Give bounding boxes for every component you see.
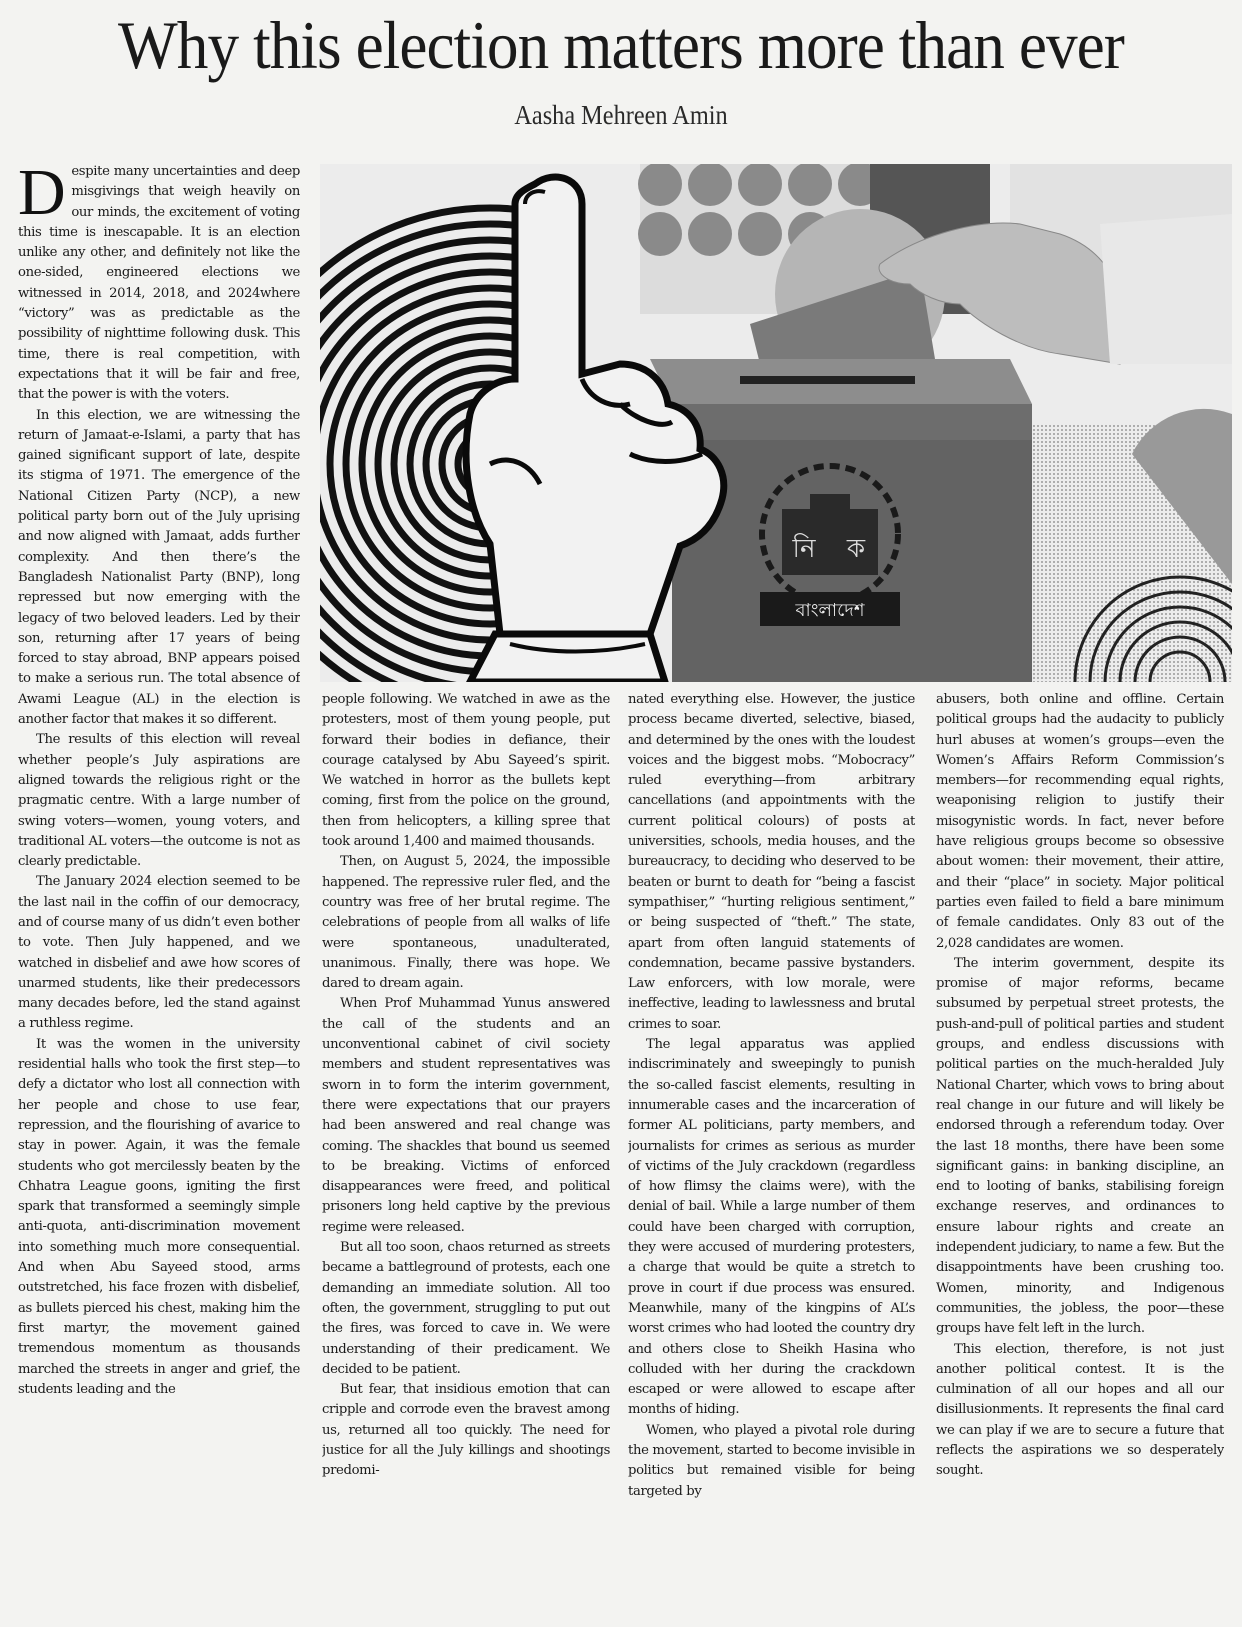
column-3 [628,690,915,1620]
paragraph: In this election, we are witnessing the return of Jamaat-e-Islami, a party that has gained significant support of late, despite its stigma of 1971. The emergence of the National Citizen Party (NCP), a new political party born out of the July uprising and now aligned with Jamaat, adds further complexity. And then there’s the Bangladesh Nationalist Party (BNP), long repressed but now emerging with the legacy of two beloved leaders. Led by their son, returning after 17 years of being forced to stay abroad, BNP appears poised to make a serious run. The total absence of Awami League (AL) in the election is another factor that makes it so different. [18,407,300,728]
emblem-left-glyph: নি [792,534,816,564]
headline: Why this election matters more than ever [118,7,1124,83]
paragraph: This election, therefore, is not just another political contest. It is the culmination of all our hopes and all our disillusionments. It represents the final card we can play if we are to secure a future that reflects the aspirations we so desperately sought. [936,1341,1224,1479]
paragraph: Women, who played a pivotal role during the movement, started to become invisible in politics but remained visible for being targeted by [628,1422,915,1499]
paragraph: But fear, that insidious emotion that can cripple and corrode even the bravest among us, returned all too quickly. The need for justice for all the July killings and shootings predomi- [322,1382,610,1479]
column-1 [18,162,300,1622]
paragraph: Then, on August 5, 2024, the impossible happened. The repressive ruler fled, and the country was free of her brutal regime. The celebrations of people from all walks of life were spontaneous, unadulterated, unanimous. Finally, there was hope. We dared to dream again. [322,854,610,992]
column-2 [322,690,610,1620]
column-4 [936,690,1224,1620]
paragraph: The legal apparatus was applied indiscriminately and sweepingly to punish the so-called fascist elements, resulting in innumerable cases and the incarceration of former AL politicians, party members, and journalists for crimes as serious as murder of victims of the July crackdown (regardless of how flimsy the claims were), with the denial of bail. While a large number of them could have been charged with corruption, they were accused of murdering protesters, a charge that would be quite a stretch to prove in court if due process was ensured. Meanwhile, many of the kingpins of AL’s worst crimes who had looted the country dry and others close to Sheikh Hasina who colluded with her during the crackdown escaped or were allowed to escape after months of hiding. [628,1037,915,1418]
paragraph: But all too soon, chaos returned as streets became a battleground of protests, each one demanding an immediate solution. All too often, the government, struggling to put out the fires, was forced to cave in. We were understanding of their predicament. We decided to be patient. [322,1240,610,1377]
emblem-right-glyph: ক [846,534,866,564]
drop-cap: D [18,162,66,229]
paragraph: Despite many uncertainties and deep misgivings that weigh heavily on our minds, the excitement of voting this time is inescapable. It is an election unlike any other, and definitely not like the one-sided, engineered elections we witnessed in 2014, 2018, and 2024where “victory” was as predictable as the possibility of nighttime following dusk. This time, there is real competition, with expectations that it will be fair and free, that the power is with the voters. [18,162,300,403]
paragraph: nated everything else. However, the justice process became diverted, selective, biased, and determined by the ones with the loudest voices and the biggest mobs. “Mobocracy” ruled everything—from arbitrary cancellations (and appointments with the current political colours) of posts at universities, schools, media houses, and the bureaucracy, to deciding who deserved to be beaten or burnt to death for “being a fascist sympathiser,” “hurting religious sentiment,” or being suspected of “theft.” The state, apart from often languid statements of condemnation, became passive bystanders. Law enforcers, with low morale, were ineffective, leading to lawlessness and brutal crimes to soar. [628,692,915,1032]
paragraph: When Prof Muhammad Yunus answered the call of the students and an unconventional cabinet of civil society members and student representatives was sworn in to form the interim government, there were expectations that our prayers had been answered and real change was coming. The shackles that bound us seemed to be breaking. Victims of enforced disappearances were freed, and political prisoners long held captive by the previous regime were released. [322,996,610,1235]
emblem-banner: বাংলাদেশ [795,600,865,621]
election-illustration [320,164,1232,682]
paragraph: The January 2024 election seemed to be the last nail in the coffin of our democracy, and of course many of us didn’t even bother to vote. Then July happened, and we watched in disbelief and awe how scores of unarmed students, like their predecessors many decades before, led the stand against a ruthless regime. [18,874,300,1032]
byline: Aasha Mehreen Amin [514,100,728,130]
paragraph: The interim government, despite its promise of major reforms, became subsumed by perpetual street protests, the push-and-pull of political parties and student groups, and endless discussions with political parties on the much-heralded July National Charter, which vows to bring about real change in our future and will likely be endorsed through a referendum today. Over the last 18 months, there have been some significant gains: in banking discipline, an end to looting of banks, stabilising foreign exchange reserves, and ordinances to ensure labour rights and create an independent judiciary, to name a few. But the disappointments have been crushing too. Women, minority, and Indigenous communities, the jobless, the poor—these groups have felt left in the lurch. [936,955,1224,1337]
paragraph: It was the women in the university residential halls who took the first step—to defy a dictator who lost all connection with her people and chose to use fear, repression, and the flourishing of avarice to stay in power. Again, it was the female students who got mercilessly beaten by the Chhatra League goons, igniting the first spark that transformed a seemingly simple anti-quota, anti-discrimination movement into something much more consequential. And when Abu Sayeed stood, arms outstretched, his face frozen with disbelief, as bullets pierced his chest, making him the first martyr, the movement gained tremendous momentum as thousands marched the streets in anger and grief, the students leading and the [18,1036,300,1397]
paragraph: The results of this election will reveal whether people’s July aspirations are aligned towards the religious right or the pragmatic centre. With a large number of swing voters—women, young voters, and traditional AL voters—the outcome is not as clearly predictable. [18,732,300,870]
paragraph: abusers, both online and offline. Certain political groups had the audacity to publicly hurl abuses at women’s groups—even the Women’s Affairs Reform Commission’s members—for recommending equal rights, weaponising religion to justify their misogynistic words. In fact, never before have religious groups become so obsessive about women: their movement, their attire, and their “place” in society. Major political parties even failed to field a bare minimum of female candidates. Only 83 out of the 2,028 candidates are women. [936,692,1224,951]
paragraph: people following. We watched in awe as the protesters, most of them young people, put forward their bodies in defiance, their courage catalysed by Abu Sayeed’s spirit. We watched in horror as the bullets kept coming, first from the police on the ground, then from helicopters, a killing spree that took around 1,400 and maimed thousands. [322,692,610,850]
